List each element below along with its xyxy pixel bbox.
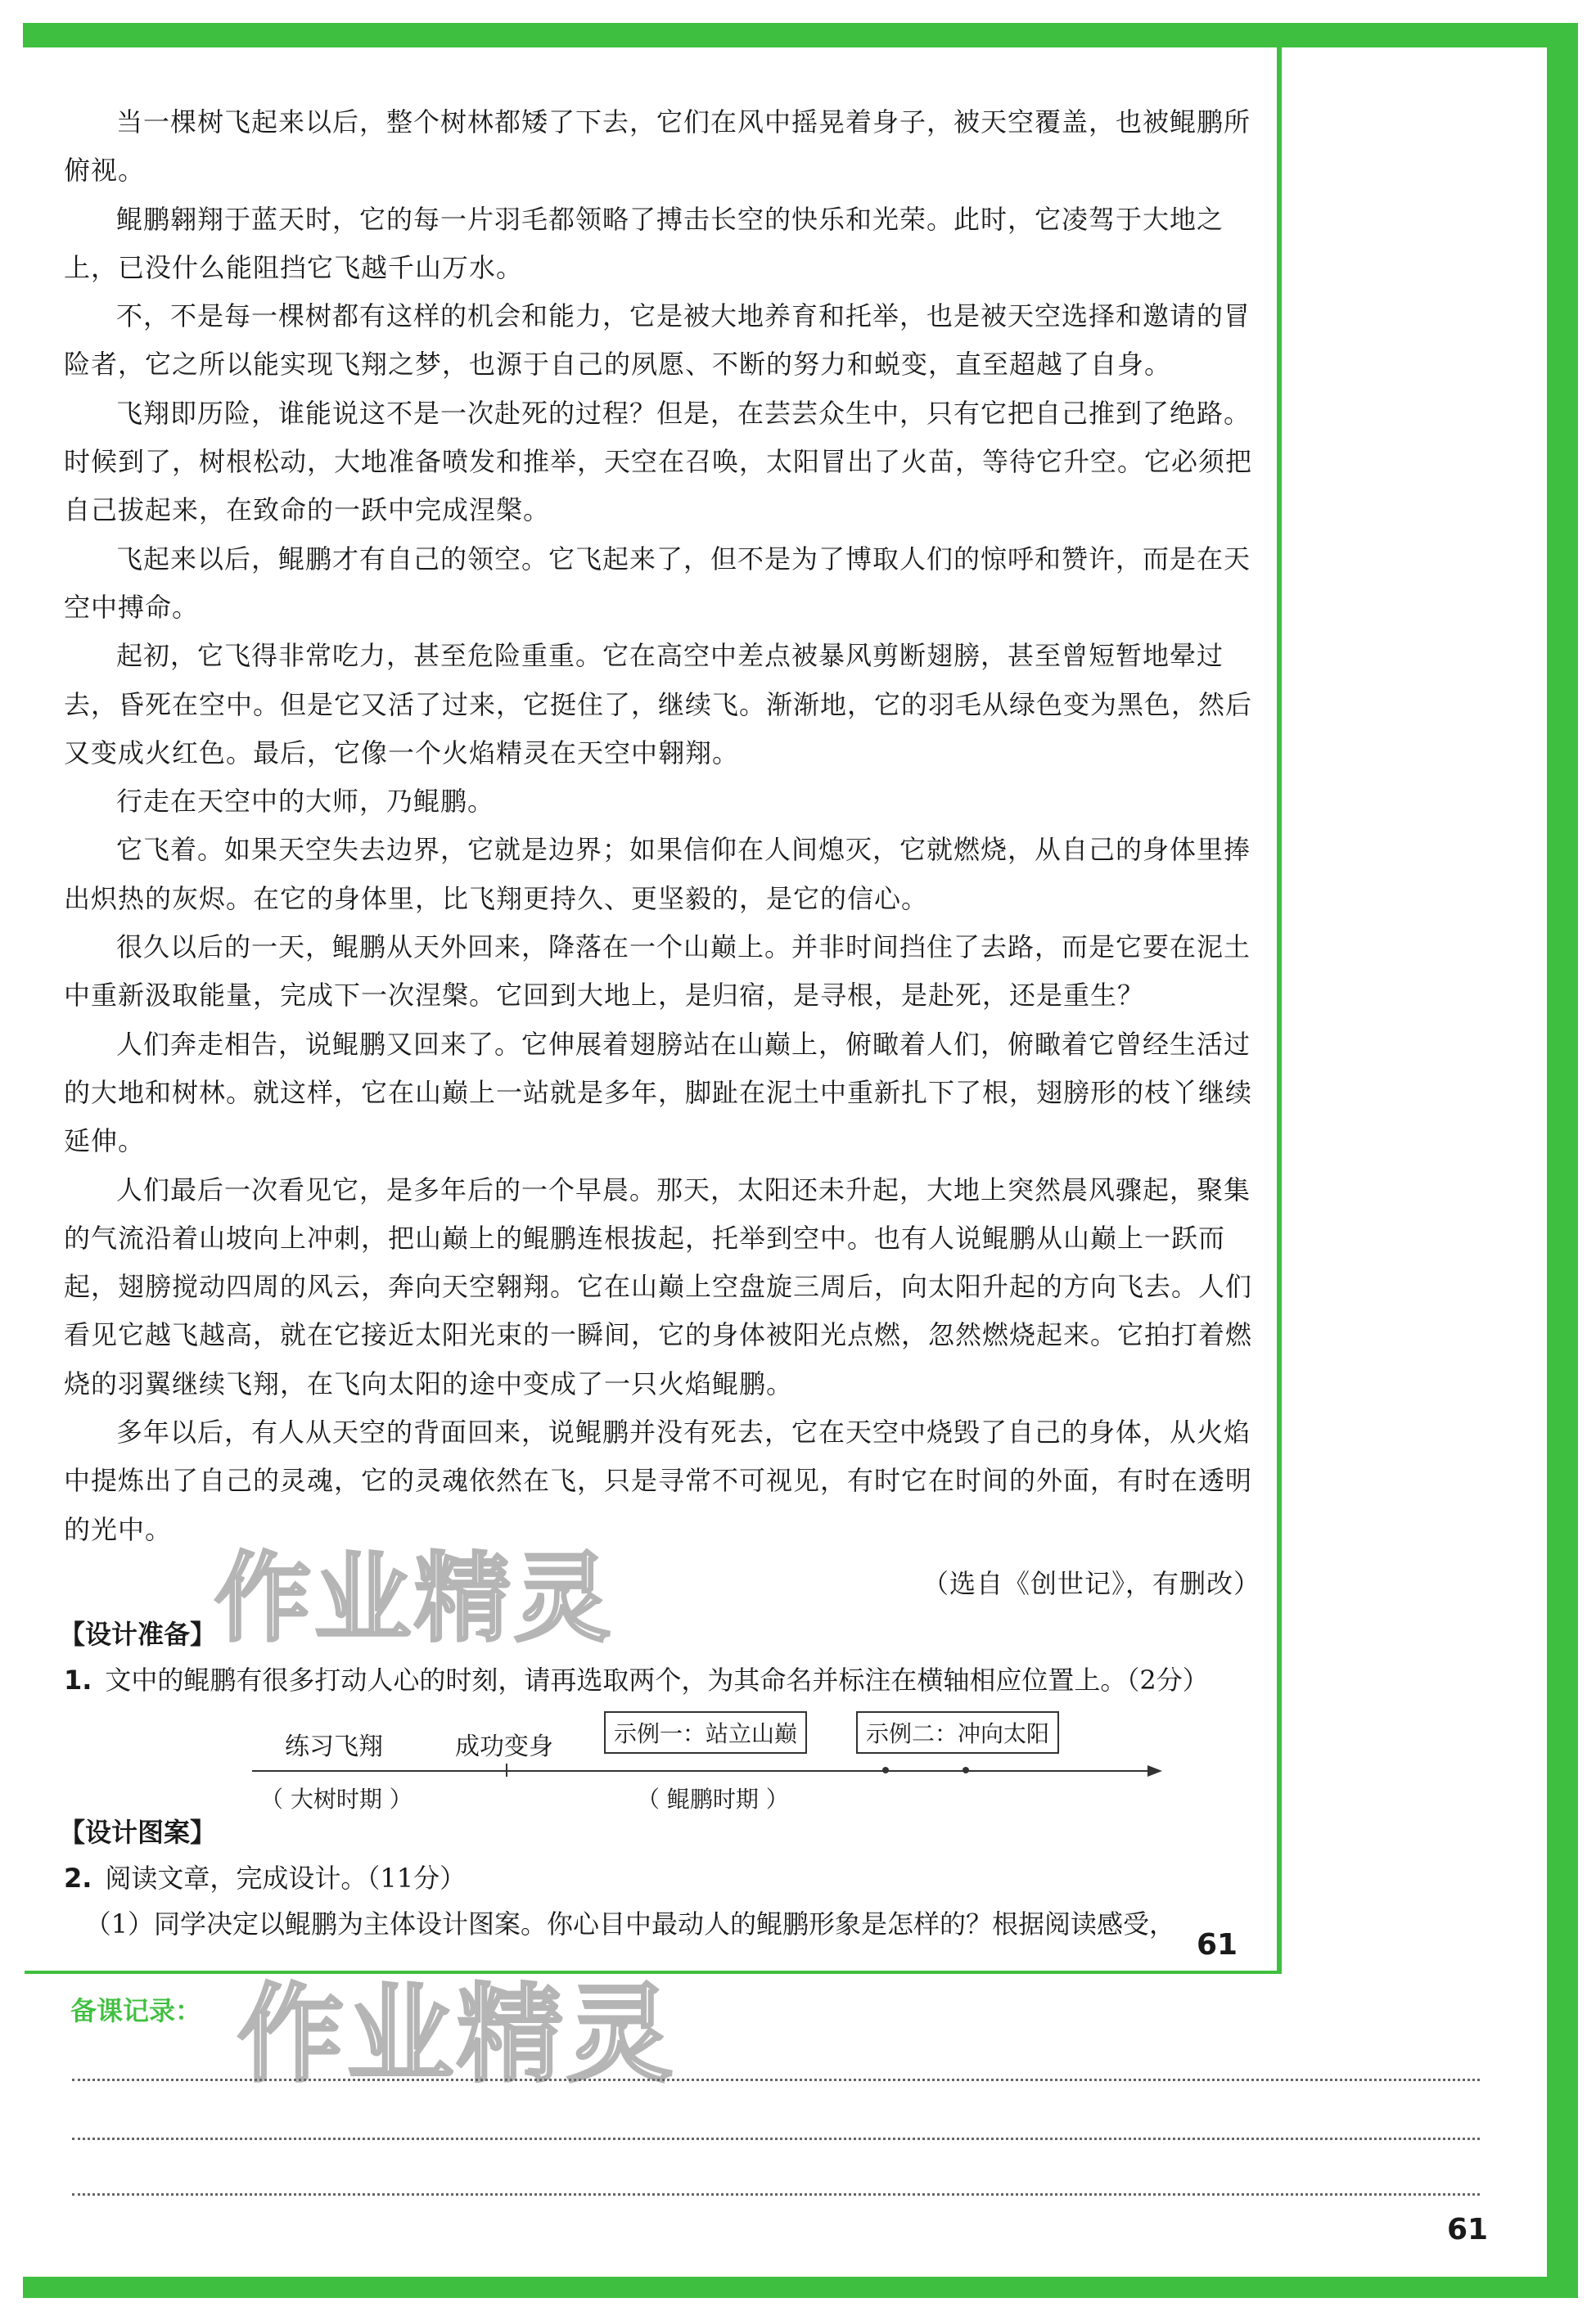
timeline-era-tree: （ 大树时期 ） [260, 1785, 413, 1813]
article-paragraph: 起初，它飞得非常吃力，甚至危险重重。它在高空中差点被暴风剪断翅膀，甚至曾短暂地晕过去，昏死在空中。但是它又活了过来，它挺住了，继续飞。渐渐地，它的羽毛从绿色变为黑色，然后又变成火红色。最后，它像一个火焰精灵在天空中翱翔。 [64, 640, 1253, 768]
article-body [64, 98, 1260, 1608]
question-2 [64, 1855, 1260, 1901]
question-number: 2. [64, 1862, 92, 1894]
timeline-label-transformation: 成功变身 [455, 1732, 553, 1761]
article-paragraph: 当一棵树飞起来以后，整个树林都矮了下去，它们在风中摇晃着身子，被天空覆盖，也被鲲鹏所俯视。 [64, 106, 1251, 187]
timeline-arrow-icon [1147, 1765, 1162, 1777]
question-text: 阅读文章，完成设计。（11分） [105, 1862, 467, 1894]
page-number: 61 [1197, 1928, 1238, 1962]
question-1 [64, 1657, 1260, 1703]
page-number-outer: 61 [1447, 2213, 1489, 2246]
section-title-design-pattern: 【设计图案】 [59, 1816, 217, 1848]
timeline-point [882, 1767, 889, 1773]
timeline-diagram [64, 1708, 1260, 1813]
watermark-logo: 作业精灵 [214, 1542, 615, 1655]
article-paragraph: 行走在天空中的大师，乃鲲鹏。 [116, 786, 495, 818]
article-paragraph: 人们最后一次看见它，是多年后的一个早晨。那天，太阳还未升起，大地上突然晨风骤起，聚集的气流沿着山坡向上冲刺，把山巅上的鲲鹏连根拔起，托举到空中。也有人说鲲鹏从山巅上一跃而起，翅膀搅动四周的风云，奔向天空翱翔。它在山巅上空盘旋三周后，向太阳升起的方向飞去。人们看见它越飞越高，就在它接近太阳光束的一瞬间，它的身体被阳光点燃，忽然燃烧起来。它拍打着燃烧的羽翼继续飞翔，在飞向太阳的途中变成了一只火焰鲲鹏。 [64, 1174, 1253, 1399]
top-green-border [23, 23, 1578, 47]
article-paragraph: 鲲鹏翱翔于蓝天时，它的每一片羽毛都领略了搏击长空的快乐和光荣。此时，它凌驾于大地之上，已没什么能阻挡它飞越千山万水。 [64, 203, 1224, 283]
timeline-example-box-1: 示例一：站立山巅 [604, 1711, 807, 1754]
timeline-era-kunpeng: （ 鲲鹏时期 ） [637, 1785, 789, 1813]
article-paragraph: 不，不是每一棵树都有这样的机会和能力，它是被大地养育和托举，也是被天空选择和邀请的冒险者，它之所以能实现飞翔之梦，也源于自己的夙愿、不断的努力和蜕变，直至超越了自身。 [64, 300, 1251, 381]
article-paragraph: 多年以后，有人从天空的背面回来，说鲲鹏并没有死去，它在天空中烧毁了自己的身体，从火焰中提炼出了自己的灵魂，它的灵魂依然在飞，只是寻常不可视见，有时它在时间的外面，有时在透明的光中。 [64, 1417, 1253, 1545]
timeline-point [963, 1767, 969, 1773]
bottom-green-border [23, 2277, 1578, 2298]
question-text: 文中的鲲鹏有很多打动人心的时刻，请再选取两个，为其命名并标注在横轴相应位置上。（2分） [105, 1664, 1209, 1696]
timeline-example-box-2: 示例二：冲向太阳 [856, 1711, 1059, 1754]
article-paragraph: 飞翔即历险，谁能说这不是一次赴死的过程？但是，在芸芸众生中，只有它把自己推到了绝路。时候到了，树根松动，大地准备喷发和推举，天空在召唤，太阳冒出了火苗，等待它升空。它必须把自己拔起来，在致命的一跃中完成涅槃。 [64, 397, 1253, 526]
timeline-axis [252, 1770, 1152, 1772]
notes-line [72, 2193, 1480, 2196]
timeline-tick [506, 1764, 507, 1777]
question-number: 1. [64, 1664, 92, 1696]
notes-line [72, 2138, 1480, 2140]
article-paragraph: 人们奔走相告，说鲲鹏又回来了。它伸展着翅膀站在山巅上，俯瞰着人们，俯瞰着它曾经生活过的大地和树林。就这样，它在山巅上一站就是多年，脚趾在泥土中重新扎下了根，翅膀形的枝丫继续延伸。 [64, 1028, 1253, 1157]
inner-page-border [1277, 47, 1282, 1971]
main-content [59, 98, 1260, 1947]
sub-question-1: （1）同学决定以鲲鹏为主体设计图案。你心目中最动人的鲲鹏形象是怎样的？根据阅读感受， [84, 1908, 1175, 1940]
article-paragraph: 它飞着。如果天空失去边界，它就是边界；如果信仰在人间熄灭，它就燃烧，从自己的身体里捧出炽热的灰烬。在它的身体里，比飞翔更持久、更坚毅的，是它的信心。 [64, 834, 1251, 914]
notes-line [72, 2079, 1480, 2081]
article-paragraph: 飞起来以后，鲲鹏才有自己的领空。它飞起来了，但不是为了博取人们的惊呼和赞许，而是在天空中搏命。 [64, 543, 1251, 623]
watermark-logo: 作业精灵 [237, 1972, 677, 2097]
timeline-label-practice-flying: 练习飞翔 [285, 1732, 383, 1761]
right-green-border [1547, 23, 1578, 2298]
article-source: （选自《创世记》，有删改） [922, 1567, 1260, 1599]
lesson-notes-label: 备课记录： [70, 1995, 202, 2026]
article-paragraph: 很久以后的一天，鲲鹏从天外回来，降落在一个山巅上。并非时间挡住了去路，而是它要在泥土中重新汲取能量，完成下一次涅槃。它回到大地上，是归宿，是寻根，是赴死，还是重生？ [64, 931, 1251, 1012]
section-title-design-prep: 【设计准备】 [59, 1618, 217, 1650]
